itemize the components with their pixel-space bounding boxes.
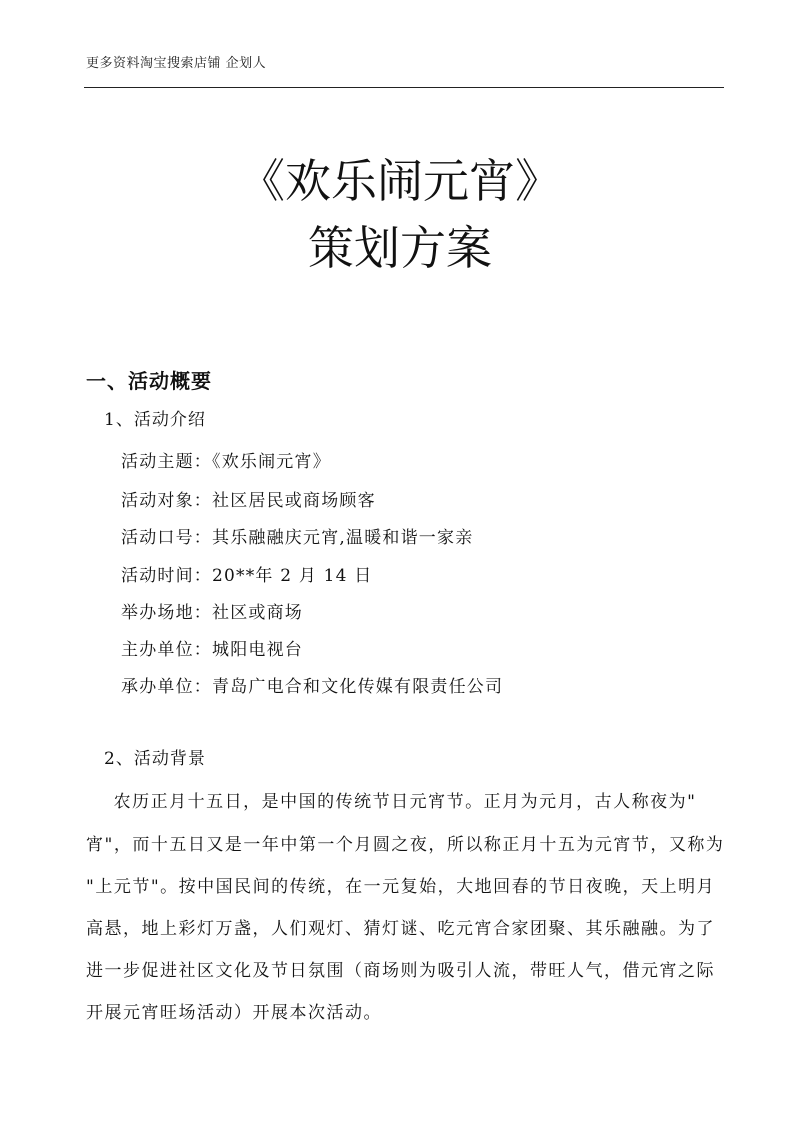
detail-contractor: 承办单位：青岛广电合和文化传媒有限责任公司 [121, 677, 504, 697]
detail-organizer: 主办单位：城阳电视台 [121, 640, 303, 660]
background-paragraph-line-6: 开展元宵旺场活动）开展本次活动。 [86, 1003, 382, 1023]
document-title-line-1: 《欢乐闹元宵》 [239, 154, 561, 208]
background-paragraph-line-2: 宵"，而十五日又是一年中第一个月圆之夜，所以称正月十五为元宵节，又称为 [86, 835, 725, 855]
detail-audience: 活动对象：社区居民或商场顾客 [121, 491, 376, 511]
subsection-heading-introduction: 1、活动介绍 [104, 410, 206, 430]
background-paragraph-line-1: 农历正月十五日，是中国的传统节日元宵节。正月为元月，古人称夜为" [86, 792, 697, 812]
detail-venue: 举办场地：社区或商场 [121, 603, 303, 623]
subsection-heading-background: 2、活动背景 [104, 749, 206, 769]
detail-time: 活动时间：20**年 2 月 14 日 [121, 566, 373, 586]
background-paragraph-line-5: 进一步促进社区文化及节日氛围（商场则为吸引人流，带旺人气，借元宵之际 [86, 961, 715, 981]
background-paragraph-line-4: 高悬，地上彩灯万盏，人们观灯、猜灯谜、吃元宵合家团聚、其乐融融。为了 [86, 919, 715, 939]
section-heading-overview: 一、活动概要 [86, 369, 212, 393]
detail-slogan: 活动口号：其乐融融庆元宵,温暖和谐一家亲 [121, 528, 474, 548]
detail-theme: 活动主题：《欢乐闹元宵》 [121, 452, 331, 472]
background-paragraph-line-3: "上元节"。按中国民间的传统，在一元复始，大地回春的节日夜晚，天上明月 [86, 877, 716, 897]
page-header-text: 更多资料淘宝搜索店铺 企划人 [86, 56, 267, 71]
header-divider [84, 87, 724, 88]
document-title-line-2: 策划方案 [308, 221, 492, 275]
